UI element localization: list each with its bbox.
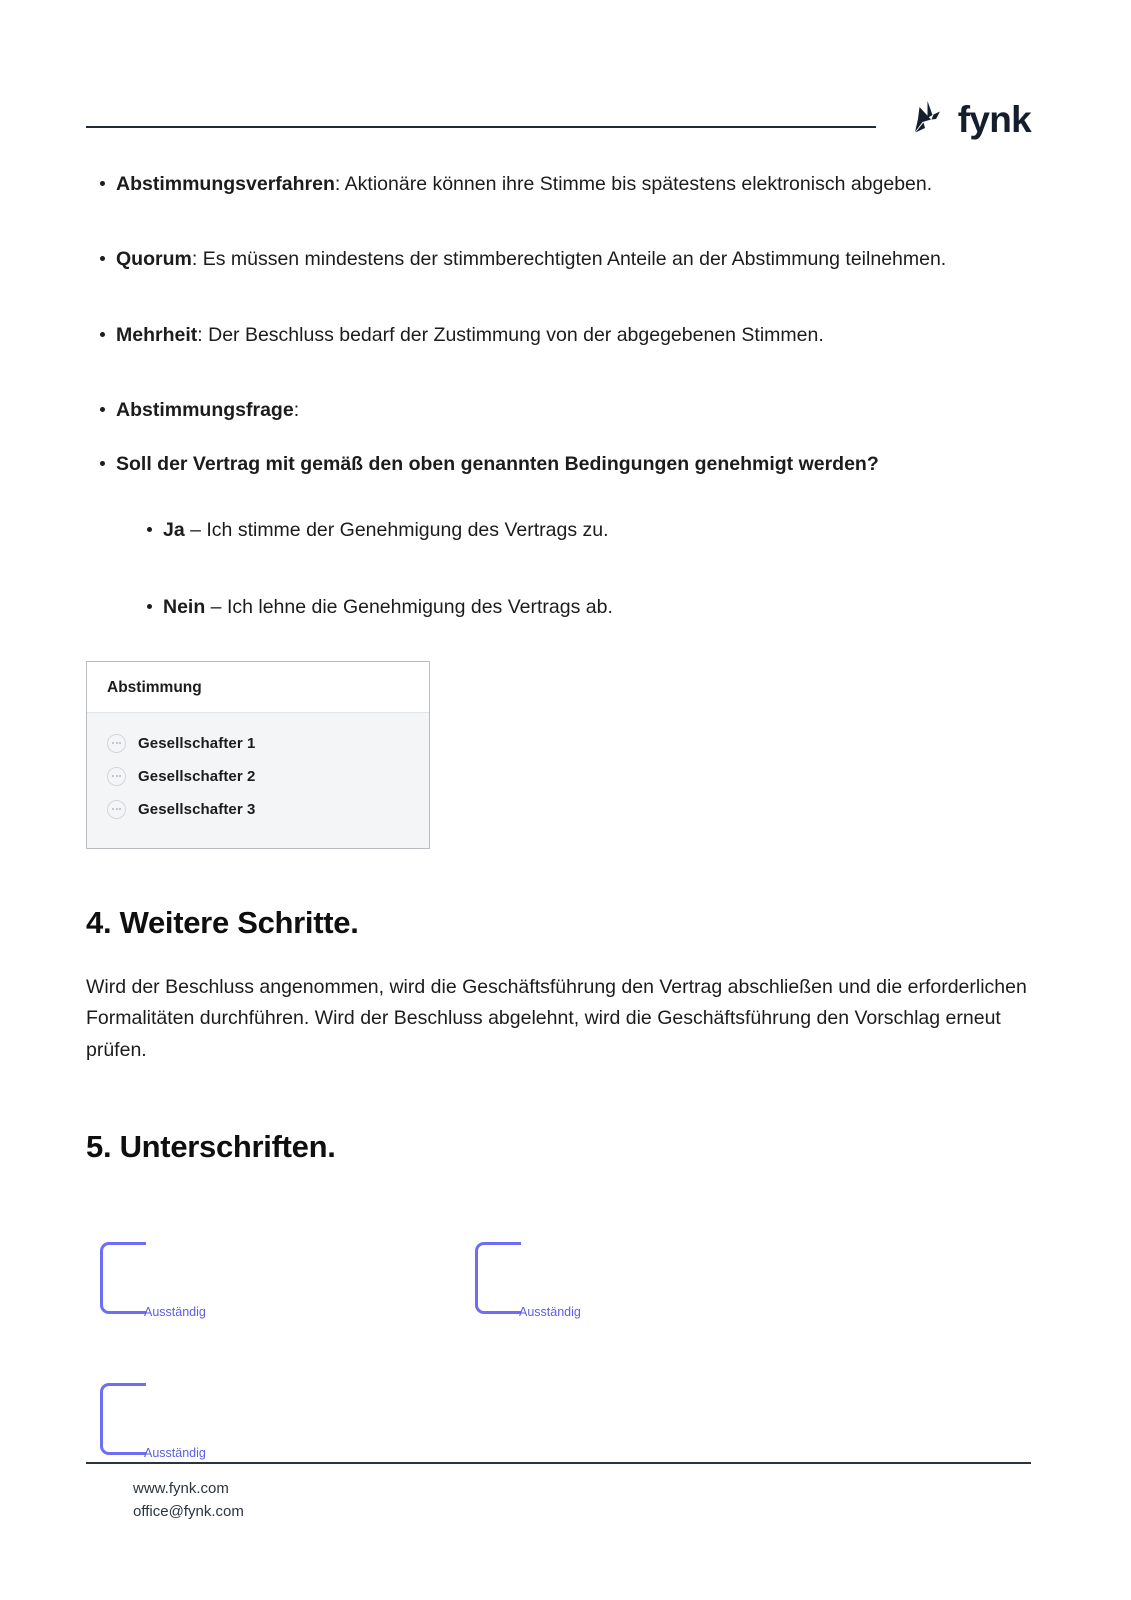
signature-row [86, 1237, 1036, 1337]
vote-row-name: Gesellschafter 3 [138, 800, 256, 818]
bullet-label: Abstimmungsfrage [116, 398, 294, 421]
list-item [86, 321, 1036, 349]
signature-bracket-icon [475, 1242, 521, 1314]
pending-ellipsis-icon [107, 734, 126, 753]
bullet-label: Mehrheit [116, 323, 198, 346]
section-5-title: 5. Unterschriften. [86, 1128, 336, 1164]
bullet-text: Es müssen mindestens der stimmberechtigten Anteile an der Abstimmung teilnehmen. [202, 248, 947, 271]
vote-option-label: Nein [163, 595, 206, 618]
logo-wordmark: fynk [957, 98, 1031, 140]
bullet-text: Der Beschluss bedarf der Zustimmung von der abgegebenen Stimmen. [208, 323, 824, 346]
footer-contact [133, 1478, 244, 1523]
bullet-separator: : [197, 323, 209, 346]
header-divider [86, 126, 876, 128]
section-4-title: 4. Weitere Schritte. [86, 904, 359, 940]
vote-card-body [87, 713, 429, 848]
list-item [86, 245, 1036, 273]
footer-divider [86, 1462, 1031, 1464]
vote-row[interactable] [87, 727, 429, 760]
signature-status: Ausständig [519, 1304, 581, 1319]
signature-field[interactable] [86, 1237, 461, 1337]
vote-options-list [133, 516, 1036, 621]
document-content [86, 170, 1036, 1478]
bullet-text: Aktionäre können ihre Stimme bis spätestens elektronisch abgeben. [344, 173, 933, 195]
signature-field[interactable] [461, 1237, 836, 1337]
bullet-separator: : [334, 173, 345, 195]
vote-row-name: Gesellschafter 2 [138, 767, 256, 785]
vote-row[interactable] [87, 760, 429, 793]
pending-ellipsis-icon [107, 767, 126, 786]
signature-status: Ausständig [144, 1445, 206, 1460]
section-4-paragraph: Wird der Beschluss angenommen, wird die Geschäftsführung den Vertrag abschließen und die erforderlichen Formalitäten durchführen. Wird der Beschluss abgelehnt, wird die Geschäftsführung den Vorschlag erneut prüfen. [86, 975, 1027, 1062]
voting-question-text: Soll der Vertrag mit gemäß den oben genannten Bedingungen genehmigt werden? [116, 453, 879, 476]
page-header [0, 0, 1131, 160]
bullet-label: Abstimmungsverfahren [116, 173, 335, 195]
page-footer [0, 1440, 1131, 1600]
bullet-separator: : [293, 398, 300, 421]
list-item [133, 593, 1036, 621]
bullet-separator: : [191, 248, 203, 271]
fynk-logo [907, 98, 1031, 140]
vote-row-name: Gesellschafter 1 [138, 734, 256, 752]
conditions-list [86, 170, 1036, 478]
voting-question [86, 450, 1036, 478]
origami-bird-icon [907, 98, 949, 140]
list-item [133, 516, 1036, 544]
vote-option-text: – Ich lehne die Genehmigung des Vertrags ab. [205, 595, 613, 618]
list-item [86, 170, 1036, 198]
vote-options-wrapper [133, 516, 1036, 621]
vote-row[interactable] [87, 793, 429, 826]
list-item [86, 396, 1036, 424]
vote-option-text: – Ich stimme der Genehmigung des Vertrags zu. [184, 519, 609, 542]
vote-card [86, 661, 430, 849]
vote-option-label: Ja [163, 519, 185, 542]
signature-status: Ausständig [144, 1304, 206, 1319]
signature-bracket-icon [100, 1242, 146, 1314]
vote-card-title: Abstimmung [87, 662, 429, 713]
footer-website[interactable]: www.fynk.com [133, 1480, 229, 1497]
bullet-label: Quorum [116, 248, 192, 271]
pending-ellipsis-icon [107, 800, 126, 819]
footer-email[interactable]: office@fynk.com [133, 1502, 244, 1520]
